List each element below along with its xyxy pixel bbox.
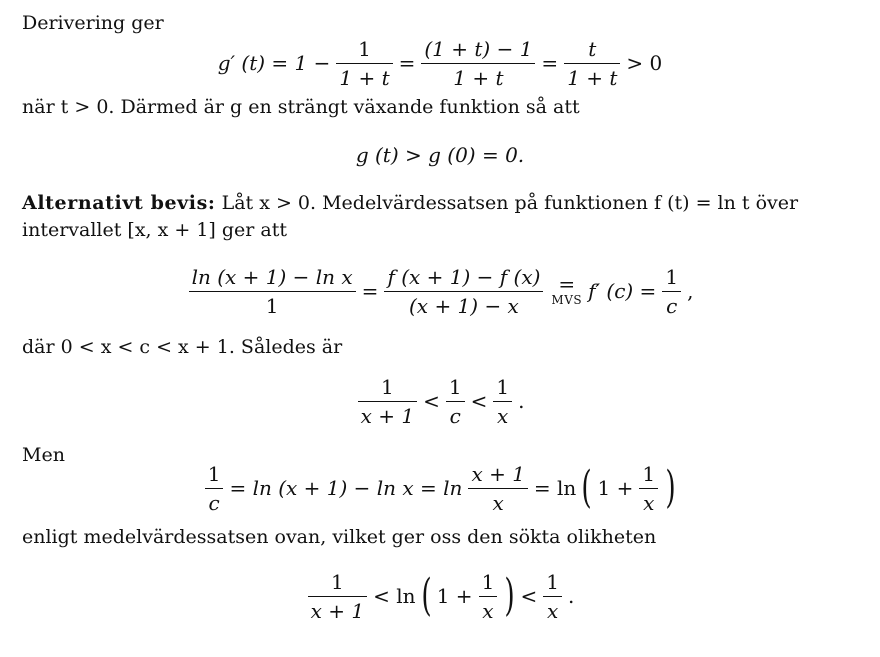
eq4-less-a: < [423, 389, 440, 413]
eq3-equals-a: = [361, 279, 379, 303]
paragraph-intro: Derivering ger [22, 12, 164, 34]
eq4-f1-numerator: 1 [380, 374, 394, 399]
alt-proof-line-2: intervallet [x, x + 1] ger att [22, 219, 287, 241]
eq6-less-b: < [520, 584, 538, 608]
paragraph-monotone: när t > 0. Därmed är g en strängt växande funktion så att [22, 96, 580, 118]
eq6-fraction-3 [543, 568, 562, 625]
eq3-f3-denominator: c [666, 293, 678, 318]
equation-derivative [0, 34, 880, 92]
alt-proof-heading: Alternativt bevis: [22, 192, 216, 214]
eq5-mid: = ln (x + 1) − ln x = ln [229, 476, 463, 500]
eq6-fraction-1 [308, 568, 367, 625]
eq6-left-paren: ( [420, 570, 432, 621]
eq1-fraction-1 [336, 35, 392, 92]
paragraph-alternative-proof [22, 190, 850, 244]
eq1-f1-numerator: 1 [358, 36, 371, 61]
mvs-label: MVS [551, 293, 583, 307]
eq5-right-paren: ) [665, 462, 676, 513]
eq1-f3-denominator: 1 + t [567, 65, 618, 90]
eq3-fraction-1 [189, 263, 356, 320]
eq4-fraction-1 [358, 373, 417, 430]
equation-log-identity [0, 458, 880, 518]
eq5-fraction-1 [205, 460, 224, 517]
eq6-right-paren: ) [504, 570, 516, 621]
eq6-f2-numerator: 1 [481, 569, 495, 594]
eq1-fraction-2 [421, 35, 535, 92]
mvs-symbol: = [558, 272, 576, 296]
eq5-f2-numerator: x + 1 [471, 461, 525, 486]
eq5-f3-numerator: 1 [642, 461, 656, 486]
eq6-f3-numerator: 1 [546, 569, 559, 594]
eq4-f1-denominator: x + 1 [360, 403, 415, 428]
eq6-tail: . [567, 584, 575, 608]
eq6-f2-denominator: x [482, 598, 494, 623]
eq3-f2-denominator: (x + 1) − x [409, 293, 519, 318]
eq5-f2-denominator: x [492, 490, 504, 515]
eq4-f2-numerator: 1 [448, 374, 462, 399]
paragraph-conclusion: enligt medelvärdessatsen ovan, vilket ger oss den sökta olikheten [22, 526, 657, 548]
paragraph-but: Men [22, 444, 65, 466]
eq5-left-paren: ( [581, 462, 593, 513]
eq1-equals-b: = [541, 51, 559, 75]
eq5-inner: 1 + [597, 476, 634, 500]
eq6-fraction-2 [479, 568, 498, 625]
eq6-f3-denominator: x [546, 598, 559, 623]
eq1-f3-numerator: t [588, 36, 597, 61]
eq3-f2-numerator: f (x + 1) − f (x) [387, 264, 541, 289]
equation-mean-value [0, 262, 880, 320]
eq1-fraction-3 [564, 35, 620, 92]
equation-g-positive [0, 140, 880, 170]
eq5-f1-denominator: c [208, 490, 220, 515]
eq2-body: g (t) > g (0) = 0. [355, 143, 525, 167]
eq5-fraction-3 [639, 460, 658, 517]
eq3-f1-denominator: 1 [265, 293, 279, 318]
equation-final-inequality [0, 566, 880, 626]
eq4-f2-denominator: c [449, 403, 461, 428]
eq1-equals-a: = [398, 51, 416, 75]
eq4-fraction-3 [493, 373, 512, 430]
eq3-mid: f′ (c) = [588, 279, 657, 303]
eq3-tail: , [687, 279, 694, 303]
eq1-f2-denominator: 1 + t [453, 65, 504, 90]
eq3-fraction-2 [384, 263, 543, 320]
eq1-f2-numerator: (1 + t) − 1 [424, 36, 533, 61]
eq6-less-a: < ln [373, 584, 416, 608]
eq4-less-b: < [470, 389, 488, 413]
equation-inequality-c [0, 372, 880, 430]
eq6-f1-numerator: 1 [331, 569, 344, 594]
eq1-tail: > 0 [626, 51, 663, 75]
eq4-f3-numerator: 1 [496, 374, 510, 399]
eq3-f3-numerator: 1 [665, 264, 679, 289]
eq1-lhs: g′ (t) = 1 − [217, 51, 331, 75]
eq6-inner: 1 + [436, 584, 473, 608]
eq6-f1-denominator: x + 1 [310, 598, 365, 623]
paragraph-thus: där 0 < x < c < x + 1. Således är [22, 336, 343, 358]
eq4-f3-denominator: x [497, 403, 509, 428]
alt-proof-line-1 [22, 190, 850, 217]
eq5-fraction-2 [468, 460, 527, 517]
alt-proof-line-1-text: Låt x > 0. Medelvärdessatsen på funktionen f (t) = ln t över [221, 192, 799, 214]
eq5-paren-group [578, 460, 679, 517]
eq3-fraction-3 [662, 263, 681, 320]
eq5-f1-numerator: 1 [207, 461, 221, 486]
eq3-f1-numerator: ln (x + 1) − ln x [191, 264, 353, 289]
eq4-tail: . [518, 389, 525, 413]
eq1-f1-denominator: 1 + t [339, 65, 390, 90]
eq5-f3-denominator: x [643, 490, 655, 515]
eq4-fraction-2 [446, 373, 465, 430]
eq3-mvs-equals [551, 272, 583, 307]
eq5-mid2: = ln [533, 476, 577, 500]
eq6-paren-group [418, 568, 519, 625]
